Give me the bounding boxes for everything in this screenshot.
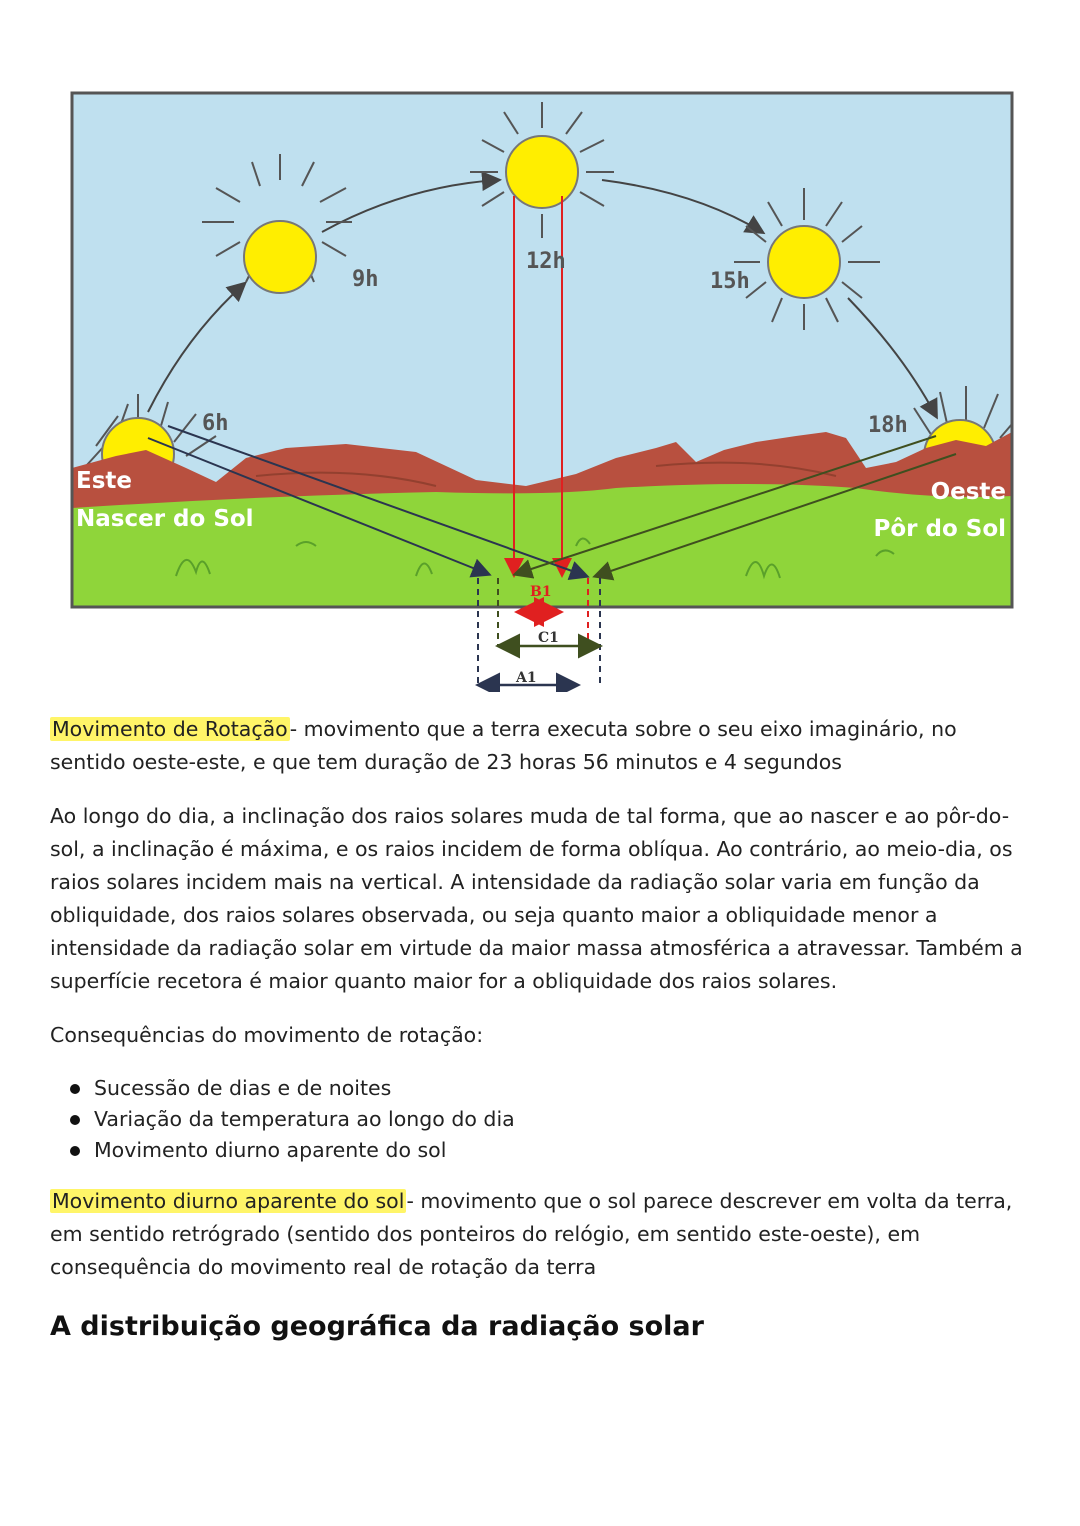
label-a1: A1	[516, 670, 537, 686]
apparent-definition: - movimento que o sol parece descrever em volta da terra, em sentido retrógrado (sentido dos ponteiros do relógio, em sentido este-oeste), em consequência do movimento real de rotação da terra	[50, 1189, 1013, 1279]
hour-18h: 18h	[868, 413, 908, 438]
hour-15h: 15h	[710, 269, 750, 294]
rotation-paragraph	[50, 713, 1035, 779]
consequences-list	[50, 1073, 1035, 1166]
apparent-term: Movimento diurno aparente do sol	[52, 1189, 405, 1213]
west-title: Oeste	[930, 479, 1006, 505]
rotation-definition: - movimento que a terra executa sobre o seu eixo imaginário, no sentido oeste-este, e que tem duração de 23 horas 56 minutos e 4 segundos	[50, 717, 957, 774]
sun-9h-disc	[244, 221, 316, 293]
label-c1: C1	[538, 630, 559, 646]
section-heading: A distribuição geográfica da radiação solar	[50, 1311, 704, 1342]
hour-6h: 6h	[202, 411, 229, 436]
hour-9h: 9h	[352, 267, 379, 292]
rotation-term: Movimento de Rotação	[52, 717, 288, 741]
east-subtitle: Nascer do Sol	[76, 506, 254, 532]
solar-diagram	[56, 76, 1028, 692]
hour-12h: 12h	[526, 249, 566, 274]
list-item: Sucessão de dias e de noites	[94, 1073, 1035, 1104]
label-b1: B1	[530, 584, 552, 600]
west-subtitle: Pôr do Sol	[873, 516, 1006, 542]
sun-15h-disc	[768, 226, 840, 298]
inclination-paragraph: Ao longo do dia, a inclinação dos raios solares muda de tal forma, que ao nascer e ao pôr-do-sol, a inclinação é máxima, e os raios incidem de forma oblíqua. Ao contrário, ao meio-dia, os raios solares incidem mais na vertical. A intensidade da radiação solar varia em função da obliquidade, dos raios solares observada, ou seja quanto maior a obliquidade menor a intensidade da radiação solar em virtude da maior massa atmosférica a atravessar. Também a superfície recetora é maior quanto maior for a obliquidade dos raios solares.	[50, 804, 1023, 993]
apparent-paragraph	[50, 1185, 1035, 1284]
list-item: Variação da temperatura ao longo do dia	[94, 1104, 1035, 1135]
consequences-intro: Consequências do movimento de rotação:	[50, 1023, 484, 1047]
list-item: Movimento diurno aparente do sol	[94, 1135, 1035, 1166]
sun-12h-disc	[506, 136, 578, 208]
east-title: Este	[76, 468, 132, 494]
text-content	[50, 713, 1035, 1343]
